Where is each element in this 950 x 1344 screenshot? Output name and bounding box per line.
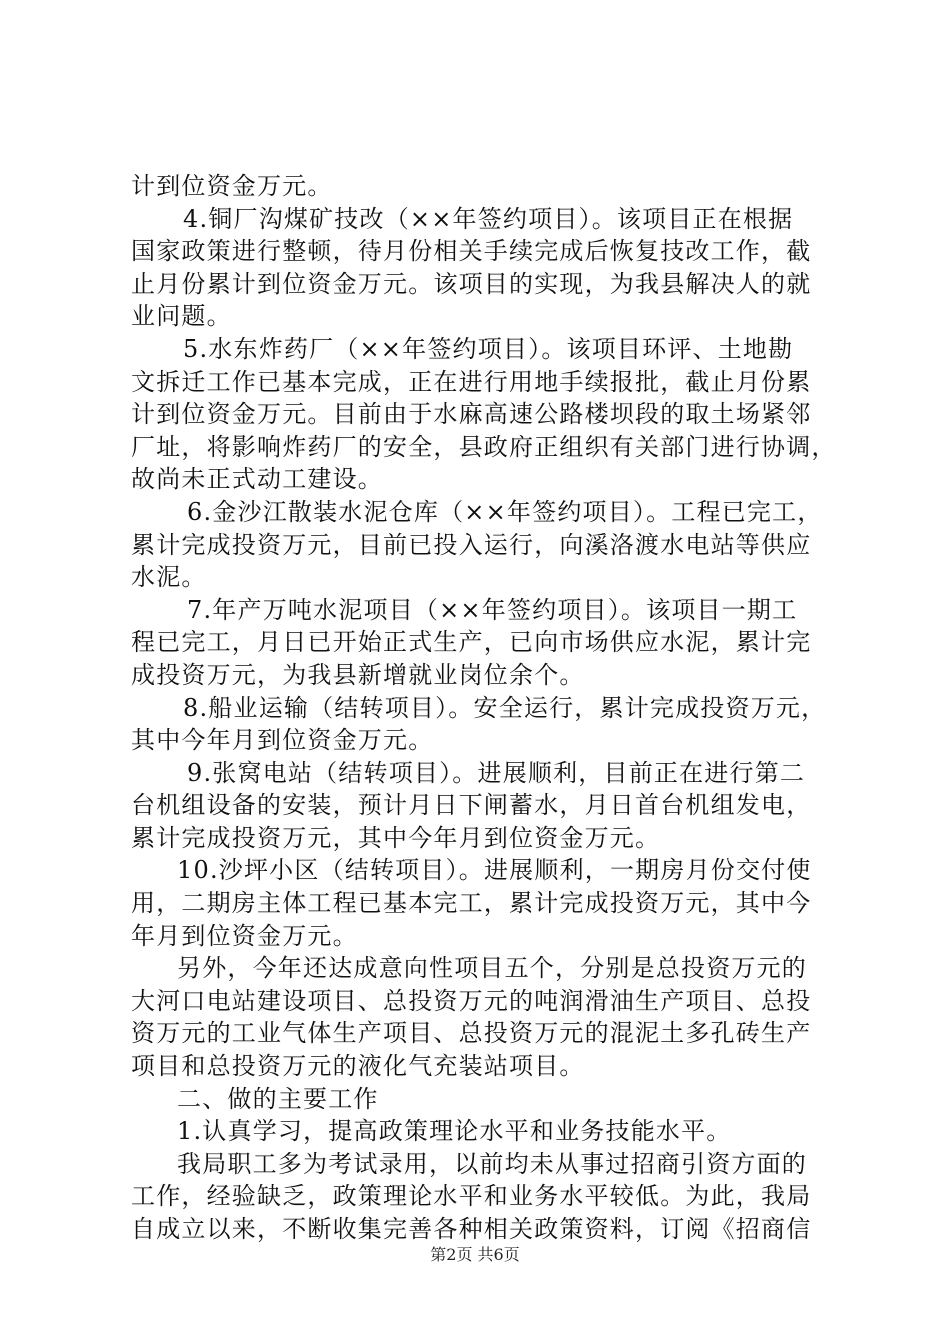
text-line: 另外，今年还达成意向性项目五个，分别是总投资万元的 — [177, 954, 807, 983]
text-line: 自成立以来，不断收集完善各种相关政策资料，订阅《招商信 — [131, 1215, 812, 1243]
text-line: 6.金沙江散装水泥仓库（××年签约项目）。工程已完工， — [187, 497, 823, 526]
text-line: 7.年产万吨水泥项目（××年签约项目）。该项目一期工 — [187, 595, 798, 624]
text-line: 业问题。 — [131, 302, 232, 331]
text-line: 其中今年月到位资金万元。 — [131, 726, 434, 755]
text-line: 计到位资金万元。目前由于水麻高速公路楼坝段的取土场紧邻 — [131, 400, 812, 429]
body-text — [131, 170, 837, 1246]
text-line: 8.船业运输（结转项目）。安全运行，累计完成投资万元， — [183, 693, 827, 722]
text-line: 累计完成投资万元，目前已投入运行，向溪洛渡水电站等供应 — [131, 530, 812, 559]
text-line: 项目和总投资万元的液化气充装站项目。 — [131, 1052, 585, 1081]
text-line: 程已完工，月日已开始正式生产，已向市场供应水泥，累计完 — [131, 628, 812, 657]
text-line: 用，二期房主体工程已基本完工，累计完成投资万元，其中今 — [131, 889, 812, 918]
section-heading: 二、做的主要工作 — [177, 1084, 379, 1113]
text-line: 10.沙坪小区（结转项目）。进展顺利，一期房月份交付使 — [177, 856, 812, 885]
text-line: 成投资万元，为我县新增就业岗位余个。 — [131, 660, 585, 689]
text-line: 4.铜厂沟煤矿技改（××年签约项目）。该项目正在根据 — [183, 204, 794, 233]
text-line: 我局职工多为考试录用，以前均未从事过招商引资方面的 — [177, 1149, 807, 1178]
subsection-heading: 1.认真学习，提高政策理论水平和业务技能水平。 — [177, 1117, 732, 1146]
text-line: 年月到位资金万元。 — [131, 921, 358, 950]
text-line: 9.张窝电站（结转项目）。进展顺利，目前正在进行第二 — [187, 758, 806, 787]
text-line: 厂址，将影响炸药厂的安全，县政府正组织有关部门进行协调， — [131, 432, 837, 461]
text-line: 水泥。 — [131, 563, 207, 592]
text-line: 台机组设备的安装，预计月日下闸蓄水，月日首台机组发电， — [131, 791, 812, 820]
text-line: 5.水东炸药厂（××年签约项目）。该项目环评、土地勘 — [183, 334, 794, 363]
page-footer: 第2页 共6页 — [430, 1245, 520, 1264]
text-line: 工作，经验缺乏，政策理论水平和业务水平较低。为此，我局 — [131, 1182, 812, 1211]
text-line: 故尚未正式动工建设。 — [131, 465, 383, 494]
text-line: 止月份累计到位资金万元。该项目的实现，为我县解决人的就 — [131, 269, 812, 298]
text-line: 大河口电站建设项目、总投资万元的吨润滑油生产项目、总投 — [131, 986, 812, 1015]
text-line: 计到位资金万元。 — [131, 172, 333, 200]
text-line: 资万元的工业气体生产项目、总投资万元的混泥土多孔砖生产 — [131, 1019, 812, 1048]
text-line: 国家政策进行整顿，待月份相关手续完成后恢复技改工作，截 — [131, 237, 812, 266]
text-line: 文拆迁工作已基本完成，正在进行用地手续报批，截止月份累 — [131, 367, 812, 396]
text-line: 累计完成投资万元，其中今年月到位资金万元。 — [131, 823, 661, 852]
